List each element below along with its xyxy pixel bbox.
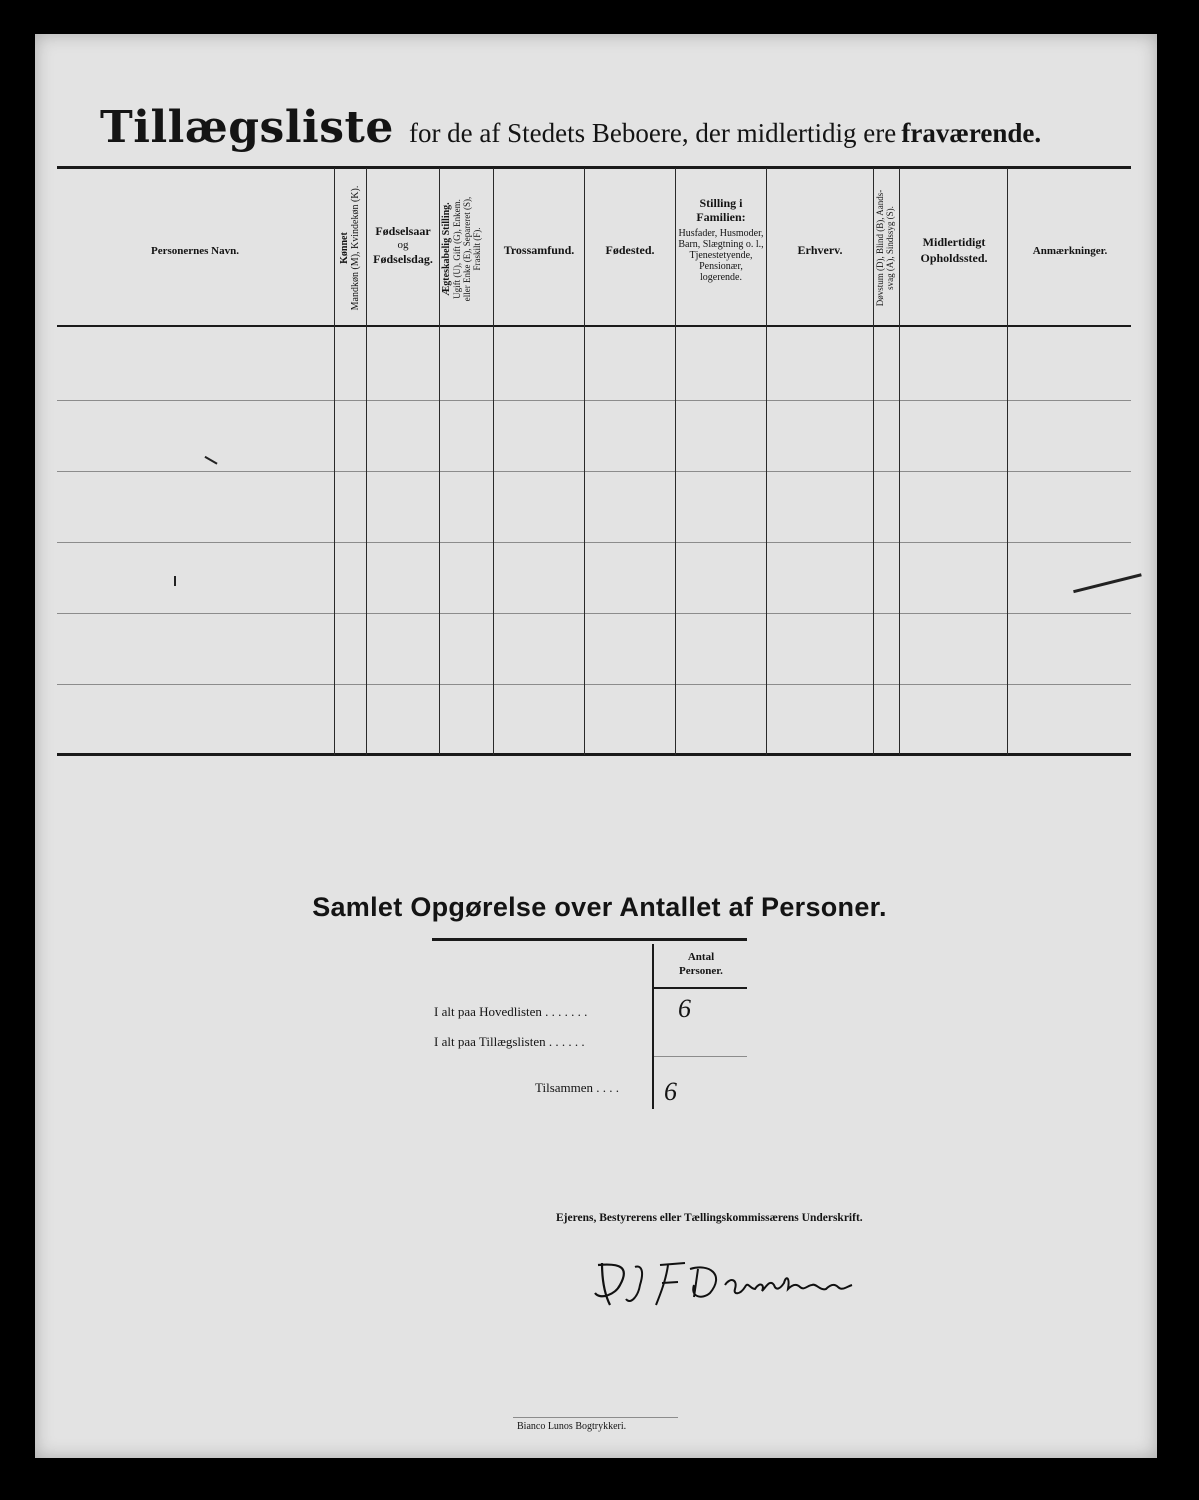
header-birth — [368, 224, 438, 266]
title-rest: for de af Stedets Beboere, der midlertidig ere — [408, 118, 897, 148]
header-birth-line1: Fødselsaar — [375, 224, 431, 238]
header-residence — [902, 234, 1006, 266]
header-marital-line4: Fraskilt (F). — [472, 227, 482, 271]
summary-row-value: 6 — [678, 994, 691, 1023]
header-residence-line1: Midlertidigt — [922, 235, 986, 249]
header-disability-line1: Døvstum (D), Blind (B), Aands- — [875, 189, 885, 307]
title-bold-end: fraværende. — [901, 118, 1042, 148]
col-divider — [1007, 168, 1008, 755]
summary-row-label: I alt paa Hovedlisten . . . . . . . — [434, 1004, 588, 1019]
header-disability-line2: svag (A), Sindssyg (S). — [885, 206, 895, 290]
summary-row-value: 6 — [664, 1077, 677, 1106]
summary-col-divider — [652, 944, 654, 1109]
header-sex-line2: Mandkøn (M), Kvindekøn (K). — [350, 185, 361, 311]
table-header-rule — [57, 325, 1131, 327]
header-birth-line2: og — [397, 239, 409, 251]
summary-header-rule — [654, 987, 747, 989]
table-top-rule — [57, 166, 1131, 169]
header-family-desc: Husfader, Husmoder, Barn, Slægtning o. l., Tjenestetyende, Pensionær, logerende. — [678, 228, 764, 283]
ink-mark — [174, 576, 176, 586]
header-birthplace: Fødested. — [605, 243, 655, 257]
summary-row-label: Tilsammen . . . . — [535, 1080, 620, 1095]
row-line-5 — [57, 684, 1131, 685]
header-family-title1: Stilling i — [699, 196, 743, 210]
row-line-2 — [57, 471, 1131, 472]
summary-col-header-line1: Antal — [687, 951, 715, 963]
summary-col-header — [655, 950, 747, 978]
form-title — [100, 102, 1041, 153]
summary-col-header-line2: Personer. — [679, 965, 723, 977]
row-line-3 — [57, 542, 1131, 543]
row-line-4 — [57, 613, 1131, 614]
col-divider — [584, 168, 585, 755]
col-divider — [766, 168, 767, 755]
header-remarks: Anmærkninger. — [1032, 245, 1108, 257]
header-marital-line1: Ægteskabelig Stilling. — [441, 202, 452, 296]
header-name: Personernes Navn. — [151, 245, 239, 257]
header-family-title2: Familien: — [696, 210, 746, 224]
header-birth-line3: Fødselsdag. — [373, 252, 433, 266]
header-sex — [339, 172, 361, 324]
row-line-1 — [57, 400, 1131, 401]
table-bottom-rule — [57, 753, 1131, 756]
header-family — [678, 196, 764, 283]
header-marital — [442, 174, 482, 324]
col-divider — [439, 168, 440, 755]
col-divider — [334, 168, 335, 755]
header-residence-line2: Opholdssted. — [920, 251, 988, 265]
header-marital-line2: Ugift (U), Gift (G), Enkem. — [452, 199, 462, 299]
printer-mark: Bianco Lunos Bogtrykkeri. — [517, 1421, 627, 1432]
summary-row-label: I alt paa Tillægslisten . . . . . . — [434, 1034, 585, 1049]
summary-title: Samlet Opgørelse over Antallet af Personer. — [312, 892, 887, 922]
header-religion: Trossamfund. — [503, 243, 575, 257]
summary-rule-top — [432, 938, 747, 941]
col-divider — [899, 168, 900, 755]
signature-caption: Ejerens, Bestyrerens eller Tællingskommissærens Underskrift. — [556, 1212, 863, 1224]
header-sex-line1: Kønnet — [339, 232, 350, 264]
col-divider — [366, 168, 367, 755]
header-marital-line3: eller Enke (E), Separeret (S), — [462, 196, 472, 302]
col-divider — [675, 168, 676, 755]
col-divider — [873, 168, 874, 755]
signature-image — [590, 1255, 880, 1315]
col-divider — [493, 168, 494, 755]
header-disability — [875, 172, 895, 324]
title-main: Tillægsliste — [100, 102, 394, 153]
printer-rule — [513, 1417, 678, 1418]
header-occupation: Erhverv. — [797, 243, 843, 257]
summary-row-line — [654, 1056, 747, 1057]
